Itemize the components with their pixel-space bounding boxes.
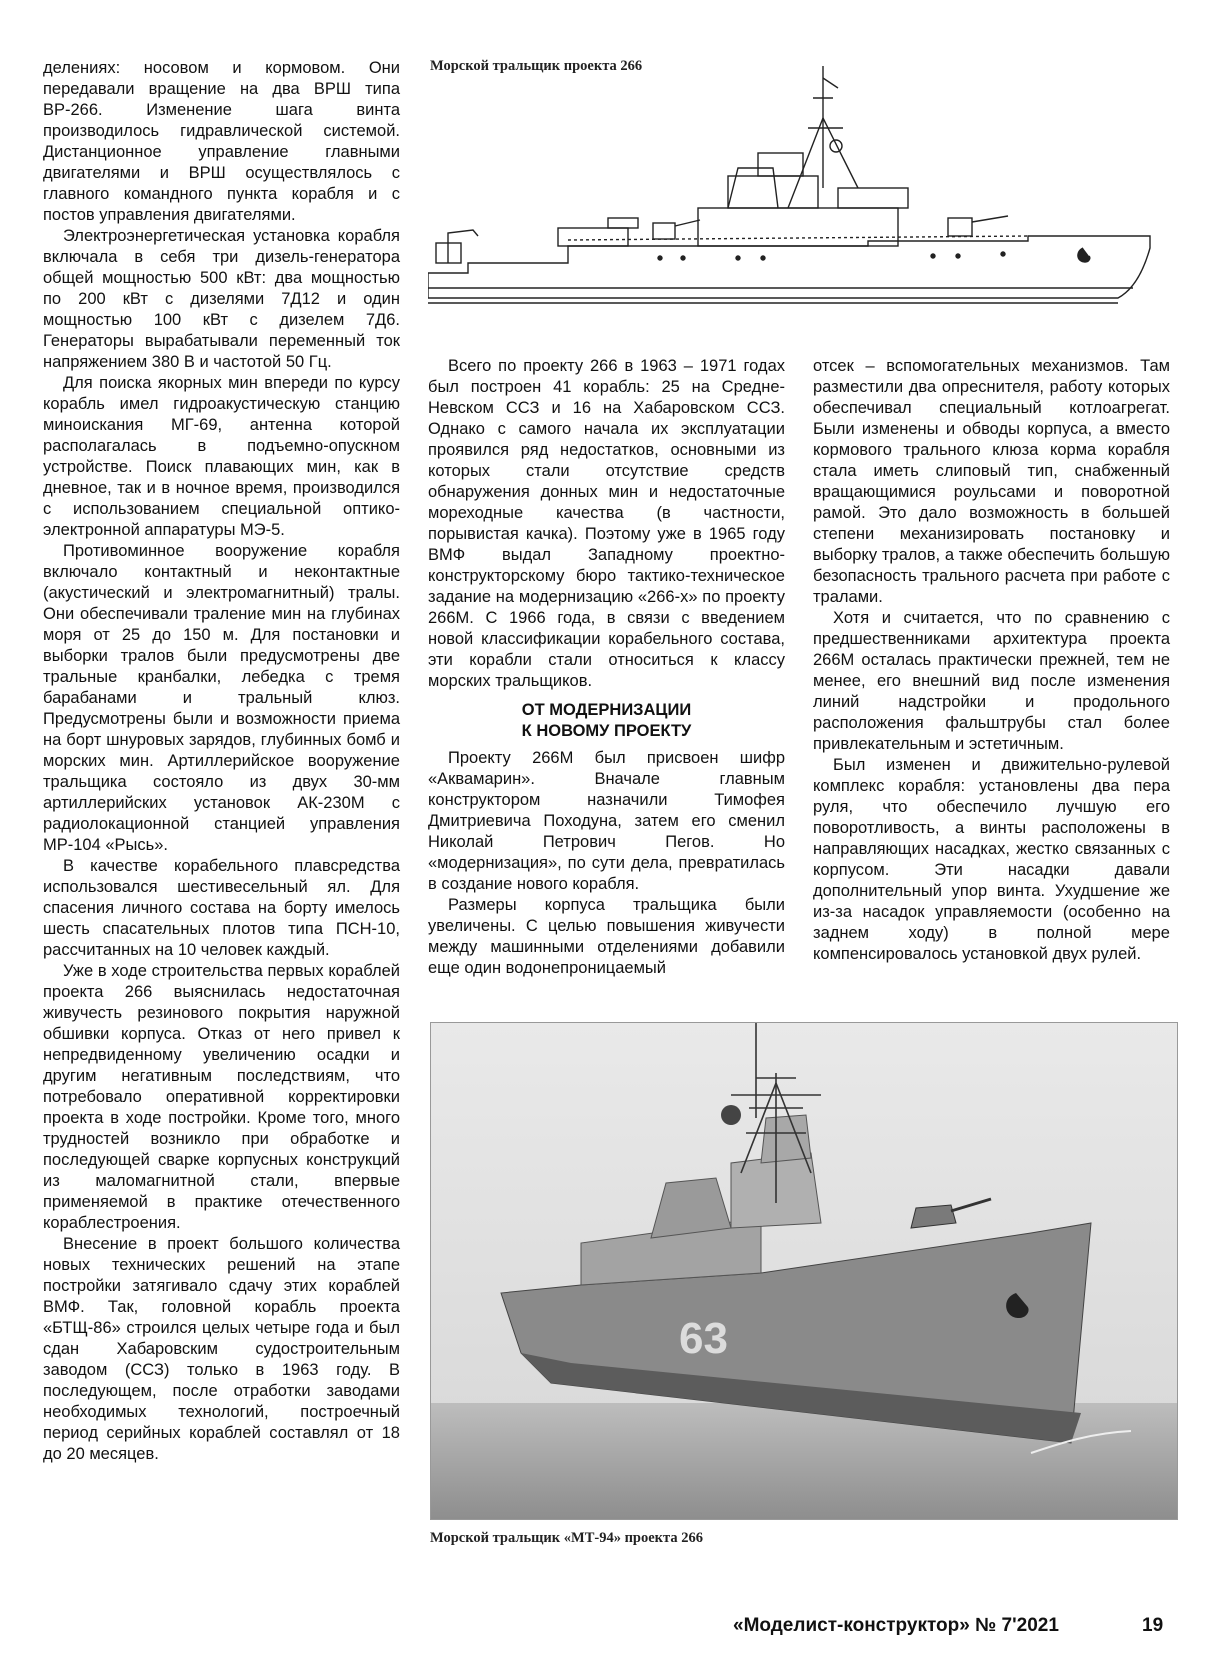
magazine-title: «Моделист-конструктор» № 7'2021 xyxy=(733,1615,1059,1636)
paragraph: отсек – вспомогательных механизмов. Там разместили два опреснителя, работу которых обеспечивал специальный котлоагрегат. Были изменены и обводы корпуса, а вместо кормового трального клюза корма корабля стала иметь слиповый тип, снабженный вращающимися роульсами и поворотной рамой. Это дало возможность в большей степени механизировать постановку и выборку тралов, а также обеспечить большую безопасность трального расчета при работе с тралами. xyxy=(813,357,1170,606)
text-column-3 xyxy=(813,356,1170,965)
text-column-1 xyxy=(43,58,400,1465)
ship-photograph xyxy=(430,1022,1178,1520)
drawing-caption: Морской тральщик проекта 266 xyxy=(430,58,643,74)
heading-line: К НОВОМУ ПРОЕКТУ xyxy=(521,722,692,740)
heading-line: ОТ МОДЕРНИЗАЦИИ xyxy=(521,701,692,719)
ship-profile-drawing xyxy=(428,58,1188,333)
paragraph: делениях: носовом и кормовом. Они передавали вращение на два ВРШ типа ВР-266. Изменение шага винта производилось гидравлической системой. Дистанционное управление главными двигателями и ВРШ осуществлялось с главного командного пункта корабля и с постов управления двигателями. xyxy=(43,59,400,224)
text-column-2 xyxy=(428,356,785,979)
paragraph: Размеры корпуса тральщика были увеличены. С целью повышения живучести между машинными отделениями добавили еще один водонепроницаемый xyxy=(428,896,785,977)
section-heading xyxy=(428,700,785,742)
paragraph: Противоминное вооружение корабля включало контактный и неконтактные (акустический и электромагнитный) тралы. Они обеспечивали траление мин на глубинах моря от 25 до 150 м. Для постановки и выборки тралов были предусмотрены две тральные кранбалки, лебедка с тремя барабанами и тральный клюз. Предусмотрены были и возможности приема на борт шнуровых зарядов, глубинных бомб и морских мин. Артиллерийское вооружение тральщика состояло из двух 30-мм артиллерийских установок АК-230М с радиолокационной станцией управления МР-104 «Рысь». xyxy=(43,542,400,854)
paragraph: Проекту 266М был присвоен шифр «Аквамарин». Вначале главным конструктором назначили Тимофея Дмитриевича Походуна, затем его сменил Николай Петрович Пегов. Но «модернизация», по сути дела, превратилась в создание нового корабля. xyxy=(428,749,785,893)
paragraph: Был изменен и движительно-рулевой комплекс корабля: установлены два пера руля, что обеспечило лучшую его поворотливость, а винты расположены в направляющих насадках, жестко связанных с корпусом. Эти насадки давали дополнительный упор винта. Ухудшение же из-за насадок управляемости (особенно на заднем ходу) в полной мере компенсировалось установкой двух рулей. xyxy=(813,756,1170,963)
photo-caption: Морской тральщик «МТ-94» проекта 266 xyxy=(430,1530,703,1546)
page-number: 19 xyxy=(1142,1615,1164,1636)
paragraph: Электроэнергетическая установка корабля включала в себя три дизель-генератора общей мощностью 500 кВт: два мощностью по 200 кВт с дизелями 7Д12 и один мощностью 100 кВт с дизелем 7Д6. Генераторы вырабатывали переменный ток напряжением 380 В и частотой 50 Гц. xyxy=(43,227,400,371)
paragraph: Внесение в проект большого количества новых технических решений на этапе постройки затягивало сдачу этих кораблей ВМФ. Так, головной корабль проекта «БТЩ-86» строился целых четыре года и был сдан Хабаровским судостроительным заводом (ССЗ) только в 1963 году. В последующем, после отработки заводами необходимых технологий, построечный период серийных кораблей составлял от 18 до 20 месяцев. xyxy=(43,1235,400,1463)
paragraph: Уже в ходе строительства первых кораблей проекта 266 выяснилась недостаточная живучесть резинового покрытия наружной обшивки корпуса. Отказ от него привел к непредвиденному увеличению осадки и другим негативным последствиям, что потребовало оперативной корректировки проекта в ходе постройки. Кроме того, много трудностей возникло при обработке и последующей сварке корпусных конструкций из маломагнитной стали, впервые применяемой в практике отечественного кораблестроения. xyxy=(43,962,400,1232)
paragraph: Хотя и считается, что по сравнению с предшественниками архитектура проекта 266М осталась практически прежней, тем не менее, его внешний вид после изменения линий надстройки и продольного расположения фальштрубы стал более привлекательным и эстетичным. xyxy=(813,609,1170,753)
paragraph: В качестве корабельного плавсредства использовался шестивесельный ял. Для спасения личного состава на борту имелось шесть спасательных плотов типа ПСН-10, рассчитанных на 10 человек каждый. xyxy=(43,857,400,959)
paragraph: Для поиска якорных мин впереди по курсу корабль имел гидроакустическую станцию миноискания МГ-69, антенна которой располагалась в подъемно-опускном устройстве. Поиск плавающих мин, как в дневное, так и в ночное время, производился с использованием специальной оптико-электронной аппаратуры МЭ-5. xyxy=(43,374,400,539)
hull-number: 63 xyxy=(679,1314,728,1363)
paragraph: Всего по проекту 266 в 1963 – 1971 годах был построен 41 корабль: 25 на Средне-Невском ССЗ и 16 на Хабаровском ССЗ. Однако с самого начала их эксплуатации проявился ряд недостатков, основными из которых стали отсутствие средств обнаружения донных мин и недостаточные мореходные качества (в частности, порывистая качка). Поэтому уже в 1965 году ВМФ выдал Западному проектно-конструкторскому бюро тактико-техническое задание на модернизацию «266-х» по проекту 266М. С 1966 года, в связи с введением новой классификации корабельного состава, эти корабли стали относиться к классу морских тральщиков. xyxy=(428,357,785,690)
